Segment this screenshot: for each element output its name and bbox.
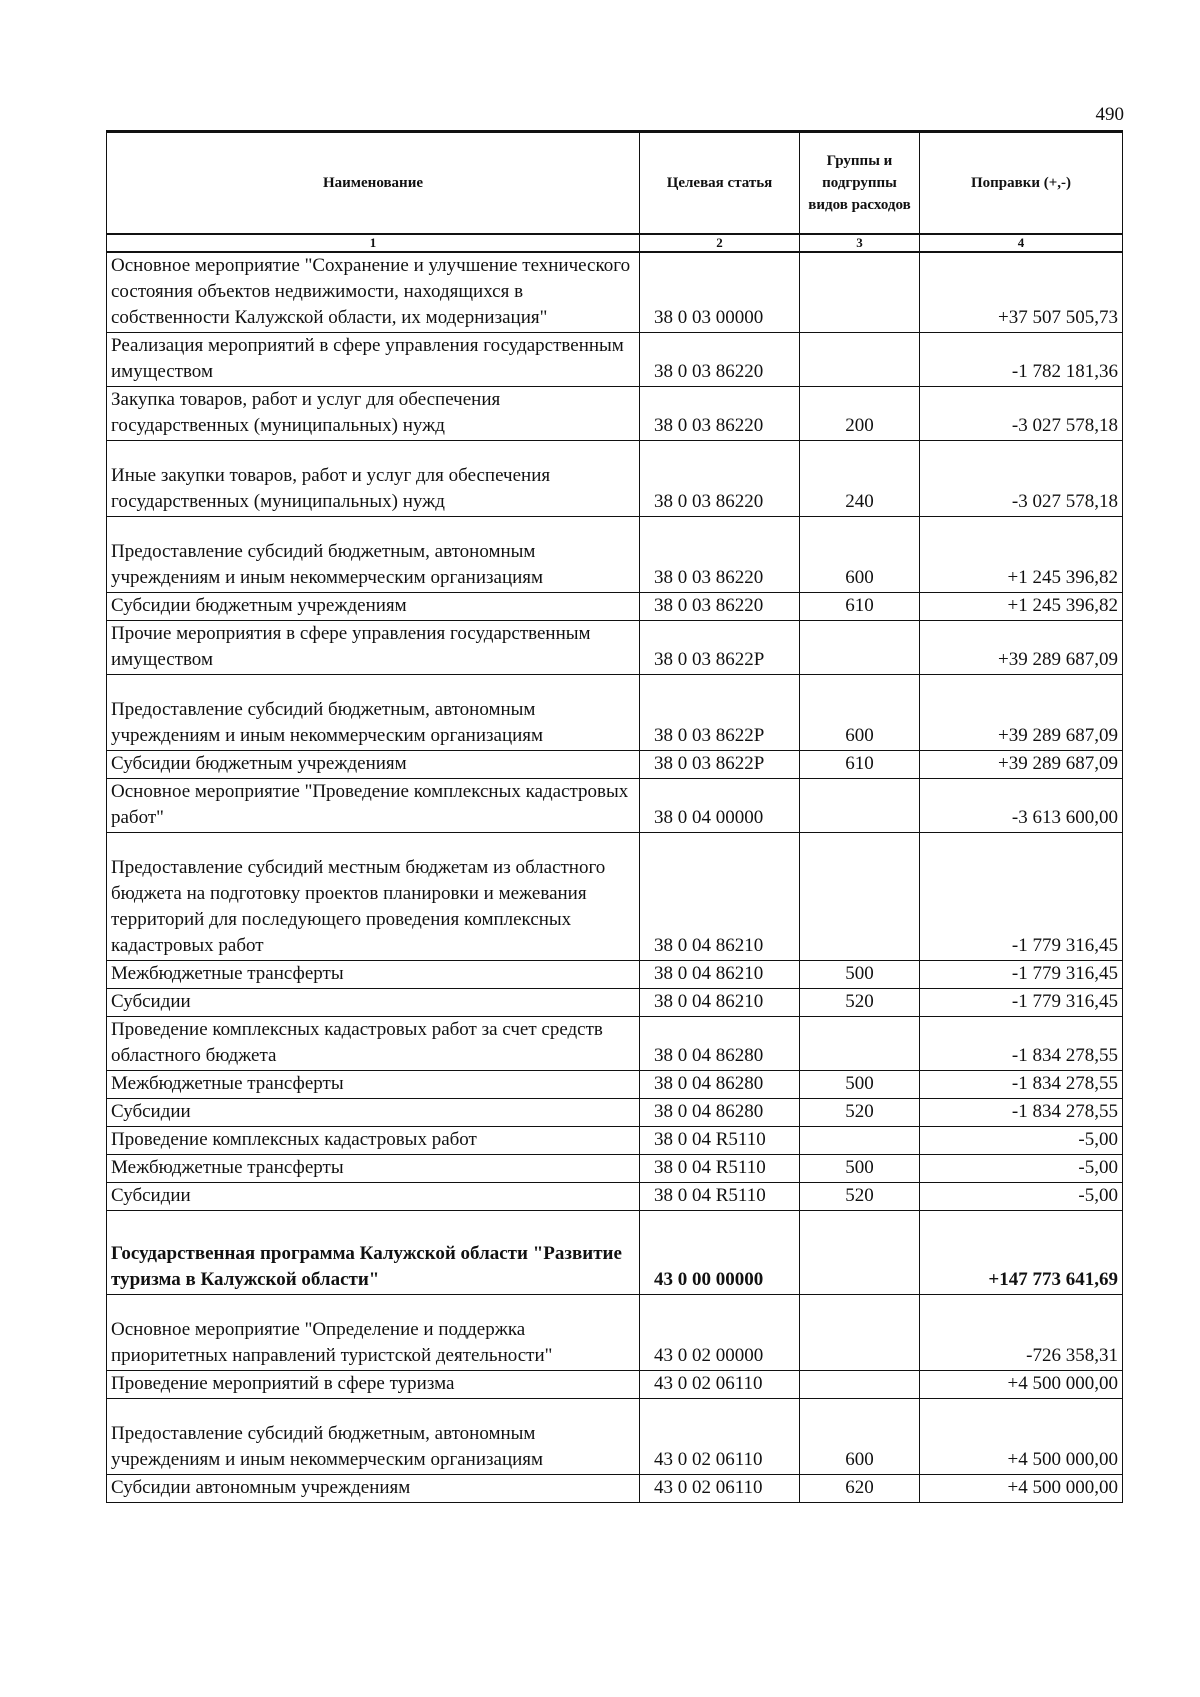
row-group [800, 1127, 920, 1155]
row-amount: -5,00 [920, 1183, 1123, 1211]
row-name: Субсидии бюджетным учреждениям [107, 751, 640, 779]
row-amount: -1 782 181,36 [920, 333, 1123, 387]
row-code: 38 0 04 86280 [640, 1099, 800, 1127]
row-group: 200 [800, 387, 920, 441]
row-group: 500 [800, 1071, 920, 1099]
row-code: 38 0 04 00000 [640, 779, 800, 833]
row-amount: +4 500 000,00 [920, 1475, 1123, 1503]
header-group: Группы и подгруппы видов расходов [800, 132, 920, 235]
row-name: Межбюджетные трансферты [107, 1155, 640, 1183]
table-row [107, 1183, 1123, 1211]
row-group: 600 [800, 1399, 920, 1475]
row-code: 43 0 02 06110 [640, 1475, 800, 1503]
row-name: Предоставление субсидий местным бюджетам из областного бюджета на подготовку проектов планировки и межевания территорий для последующего проведения комплексных кадастровых работ [107, 833, 640, 961]
row-group [800, 252, 920, 333]
row-group: 620 [800, 1475, 920, 1503]
row-amount: -5,00 [920, 1155, 1123, 1183]
row-amount: -1 834 278,55 [920, 1099, 1123, 1127]
table-row [107, 1017, 1123, 1071]
row-name: Иные закупки товаров, работ и услуг для обеспечения государственных (муниципальных) нужд [107, 441, 640, 517]
table-row [107, 989, 1123, 1017]
column-number: 3 [800, 234, 920, 252]
row-name: Субсидии [107, 1099, 640, 1127]
row-name: Субсидии автономным учреждениям [107, 1475, 640, 1503]
row-name: Субсидии бюджетным учреждениям [107, 593, 640, 621]
header-row [107, 132, 1123, 235]
header-amount: Поправки (+,-) [920, 132, 1123, 235]
row-code: 38 0 03 86220 [640, 441, 800, 517]
column-number-row [107, 234, 1123, 252]
header-name: Наименование [107, 132, 640, 235]
row-code: 38 0 04 R5110 [640, 1183, 800, 1211]
row-code: 38 0 03 8622Р [640, 751, 800, 779]
row-name: Предоставление субсидий бюджетным, автономным учреждениям и иным некоммерческим организациям [107, 675, 640, 751]
row-group: 520 [800, 989, 920, 1017]
row-group: 610 [800, 593, 920, 621]
table-row [107, 1211, 1123, 1295]
table-row [107, 1127, 1123, 1155]
row-code: 38 0 03 86220 [640, 593, 800, 621]
row-amount: +39 289 687,09 [920, 675, 1123, 751]
row-code: 38 0 03 86220 [640, 387, 800, 441]
table-row [107, 1071, 1123, 1099]
row-code: 38 0 03 8622Р [640, 675, 800, 751]
row-code: 38 0 03 86220 [640, 333, 800, 387]
row-amount: -1 834 278,55 [920, 1071, 1123, 1099]
row-group: 610 [800, 751, 920, 779]
table-row [107, 333, 1123, 387]
row-group [800, 779, 920, 833]
row-amount: -1 779 316,45 [920, 961, 1123, 989]
row-group [800, 1211, 920, 1295]
row-name: Основное мероприятие "Проведение комплексных кадастровых работ" [107, 779, 640, 833]
row-group: 520 [800, 1183, 920, 1211]
row-group [800, 333, 920, 387]
row-code: 38 0 04 86210 [640, 833, 800, 961]
row-name: Предоставление субсидий бюджетным, автономным учреждениям и иным некоммерческим организациям [107, 517, 640, 593]
row-amount: -3 027 578,18 [920, 387, 1123, 441]
row-amount: -1 779 316,45 [920, 833, 1123, 961]
row-group: 600 [800, 675, 920, 751]
table-row [107, 1155, 1123, 1183]
row-name: Реализация мероприятий в сфере управления государственным имуществом [107, 333, 640, 387]
table-row [107, 751, 1123, 779]
row-group: 500 [800, 961, 920, 989]
row-amount: +1 245 396,82 [920, 593, 1123, 621]
budget-table [106, 130, 1123, 1503]
table-row [107, 1295, 1123, 1371]
row-amount: -726 358,31 [920, 1295, 1123, 1371]
row-code: 43 0 00 00000 [640, 1211, 800, 1295]
table-row [107, 779, 1123, 833]
table-row [107, 387, 1123, 441]
row-group [800, 1371, 920, 1399]
column-number: 4 [920, 234, 1123, 252]
row-amount: -3 613 600,00 [920, 779, 1123, 833]
row-group [800, 833, 920, 961]
row-amount: +4 500 000,00 [920, 1371, 1123, 1399]
row-amount: +39 289 687,09 [920, 621, 1123, 675]
row-group [800, 1295, 920, 1371]
row-amount: +4 500 000,00 [920, 1399, 1123, 1475]
row-code: 43 0 02 06110 [640, 1399, 800, 1475]
table-row [107, 593, 1123, 621]
row-amount: -3 027 578,18 [920, 441, 1123, 517]
row-name: Закупка товаров, работ и услуг для обеспечения государственных (муниципальных) нужд [107, 387, 640, 441]
row-code: 43 0 02 00000 [640, 1295, 800, 1371]
table-row [107, 517, 1123, 593]
row-name: Субсидии [107, 1183, 640, 1211]
row-group: 500 [800, 1155, 920, 1183]
row-code: 38 0 04 86280 [640, 1071, 800, 1099]
row-amount: +147 773 641,69 [920, 1211, 1123, 1295]
row-amount: -1 779 316,45 [920, 989, 1123, 1017]
row-amount: -1 834 278,55 [920, 1017, 1123, 1071]
table-row [107, 441, 1123, 517]
table-row [107, 252, 1123, 333]
row-group [800, 1017, 920, 1071]
row-code: 38 0 04 86210 [640, 989, 800, 1017]
header-code: Целевая статья [640, 132, 800, 235]
row-name: Субсидии [107, 989, 640, 1017]
row-group: 520 [800, 1099, 920, 1127]
row-name: Основное мероприятие "Сохранение и улучшение технического состояния объектов недвижимости, находящихся в собственности Калужской области, их модернизация" [107, 252, 640, 333]
row-code: 38 0 04 86280 [640, 1017, 800, 1071]
row-code: 38 0 04 R5110 [640, 1155, 800, 1183]
table-row [107, 833, 1123, 961]
row-name: Межбюджетные трансферты [107, 961, 640, 989]
table-row [107, 1475, 1123, 1503]
row-name: Проведение комплексных кадастровых работ [107, 1127, 640, 1155]
table-row [107, 1399, 1123, 1475]
row-group [800, 621, 920, 675]
row-name: Прочие мероприятия в сфере управления государственным имуществом [107, 621, 640, 675]
row-group: 240 [800, 441, 920, 517]
row-name: Основное мероприятие "Определение и поддержка приоритетных направлений туристской деятельности" [107, 1295, 640, 1371]
row-code: 38 0 04 86210 [640, 961, 800, 989]
row-code: 43 0 02 06110 [640, 1371, 800, 1399]
table-row [107, 961, 1123, 989]
row-name: Проведение комплексных кадастровых работ за счет средств областного бюджета [107, 1017, 640, 1071]
row-amount: +37 507 505,73 [920, 252, 1123, 333]
page-number: 490 [1095, 104, 1124, 125]
column-number: 2 [640, 234, 800, 252]
table-row [107, 675, 1123, 751]
row-code: 38 0 03 8622Р [640, 621, 800, 675]
row-code: 38 0 03 86220 [640, 517, 800, 593]
column-number: 1 [107, 234, 640, 252]
row-group: 600 [800, 517, 920, 593]
row-code: 38 0 04 R5110 [640, 1127, 800, 1155]
row-amount: -5,00 [920, 1127, 1123, 1155]
row-name: Проведение мероприятий в сфере туризма [107, 1371, 640, 1399]
row-name: Межбюджетные трансферты [107, 1071, 640, 1099]
table-row [107, 1371, 1123, 1399]
row-code: 38 0 03 00000 [640, 252, 800, 333]
table-row [107, 1099, 1123, 1127]
row-amount: +1 245 396,82 [920, 517, 1123, 593]
row-name: Предоставление субсидий бюджетным, автономным учреждениям и иным некоммерческим организациям [107, 1399, 640, 1475]
table-row [107, 621, 1123, 675]
row-amount: +39 289 687,09 [920, 751, 1123, 779]
row-name: Государственная программа Калужской области "Развитие туризма в Калужской области" [107, 1211, 640, 1295]
